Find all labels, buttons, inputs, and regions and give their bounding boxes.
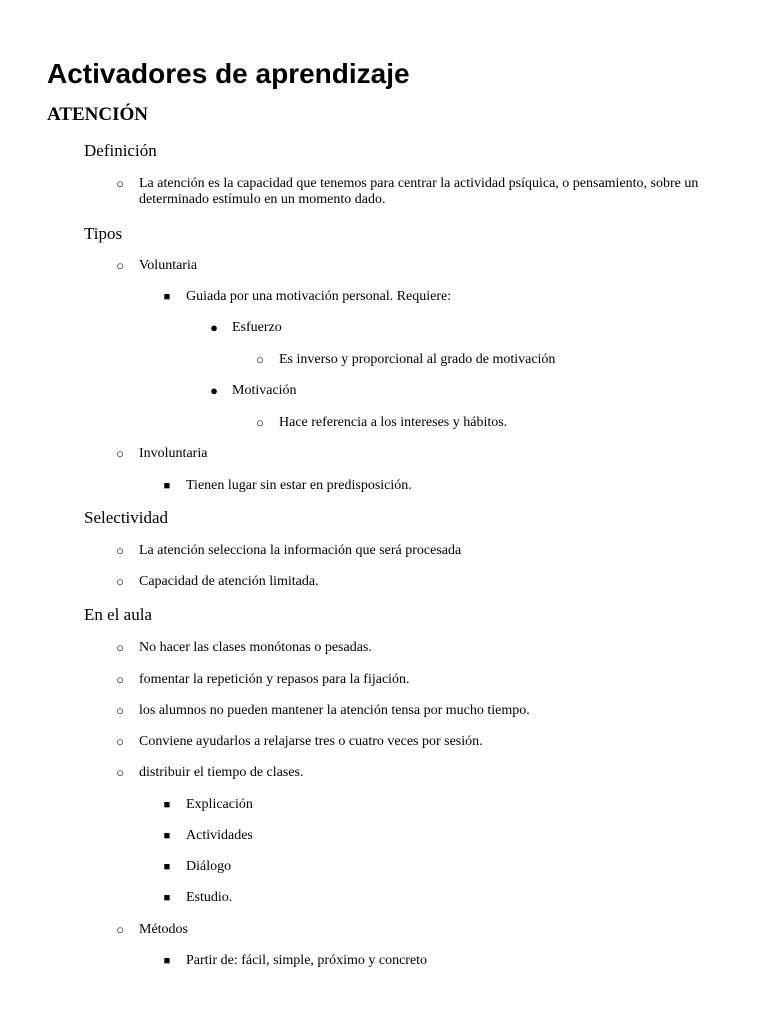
list-item-label: Hace referencia a los intereses y hábitos. — [279, 415, 508, 430]
list-item-label: Voluntaria — [139, 258, 198, 273]
square-bullet-icon: ■ — [163, 830, 171, 842]
circle-bullet-icon: ○ — [116, 258, 124, 273]
list-item-label: Motivación — [232, 383, 297, 398]
circle-bullet-icon: ○ — [116, 176, 124, 191]
circle-bullet-icon: ○ — [116, 765, 124, 780]
list-item-label: No hacer las clases monótonas o pesadas. — [139, 640, 372, 655]
list-item-label: Conviene ayudarlos a relajarse tres o cuatro veces por sesión. — [139, 734, 483, 749]
circle-bullet-icon: ○ — [116, 446, 124, 461]
square-bullet-icon: ■ — [163, 861, 171, 873]
list-item-label: Guiada por una motivación personal. Requiere: — [186, 289, 452, 304]
circle-bullet-icon: ○ — [116, 734, 124, 749]
list-item-label: los alumnos no pueden mantener la atención tensa por mucho tiempo. — [139, 703, 530, 718]
list-item-label: Esfuerzo — [232, 320, 282, 335]
square-bullet-icon: ■ — [163, 799, 171, 811]
list-item-label: Es inverso y proporcional al grado de motivación — [279, 352, 556, 367]
subheading-en-el-aula: En el aula — [84, 605, 152, 624]
definition-text: La atención es la capacidad que tenemos para centrar la actividad psíquica, o pensamiento, sobre un determinado estímulo en un momento dado. — [139, 176, 699, 207]
section-heading-atencion: ATENCIÓN — [47, 104, 148, 125]
subheading-tipos: Tipos — [84, 224, 123, 243]
list-item-label: Explicación — [186, 797, 253, 812]
disc-bullet-icon: ● — [210, 320, 218, 335]
subheading-selectividad: Selectividad — [84, 508, 169, 527]
square-bullet-icon: ■ — [163, 291, 171, 303]
circle-bullet-icon: ○ — [116, 574, 124, 589]
list-item-label: La atención selecciona la información que será procesada — [139, 543, 462, 558]
square-bullet-icon: ■ — [163, 892, 171, 904]
square-bullet-icon: ■ — [163, 955, 171, 967]
list-item-label: fomentar la repetición y repasos para la fijación. — [139, 672, 410, 687]
disc-bullet-icon: ● — [210, 383, 218, 398]
list-item-label: Involuntaria — [139, 446, 208, 461]
list-item-label: Diálogo — [186, 859, 232, 874]
circle-bullet-icon: ○ — [256, 352, 264, 367]
circle-bullet-icon: ○ — [256, 415, 264, 430]
list-item-label: Capacidad de atención limitada. — [139, 574, 319, 589]
document-title: Activadores de aprendizaje — [47, 58, 410, 89]
list-item-label: Métodos — [139, 922, 188, 937]
list-item-label: distribuir el tiempo de clases. — [139, 765, 304, 780]
circle-bullet-icon: ○ — [116, 543, 124, 558]
square-bullet-icon: ■ — [163, 480, 171, 492]
circle-bullet-icon: ○ — [116, 640, 124, 655]
circle-bullet-icon: ○ — [116, 672, 124, 687]
subheading-definicion: Definición — [84, 141, 157, 160]
list-item-label: Actividades — [186, 828, 253, 843]
list-item-label: Estudio. — [186, 890, 233, 905]
list-item-label: Tienen lugar sin estar en predisposición. — [186, 478, 412, 493]
list-item-label: Partir de: fácil, simple, próximo y concreto — [186, 953, 428, 968]
circle-bullet-icon: ○ — [116, 922, 124, 937]
circle-bullet-icon: ○ — [116, 703, 124, 718]
